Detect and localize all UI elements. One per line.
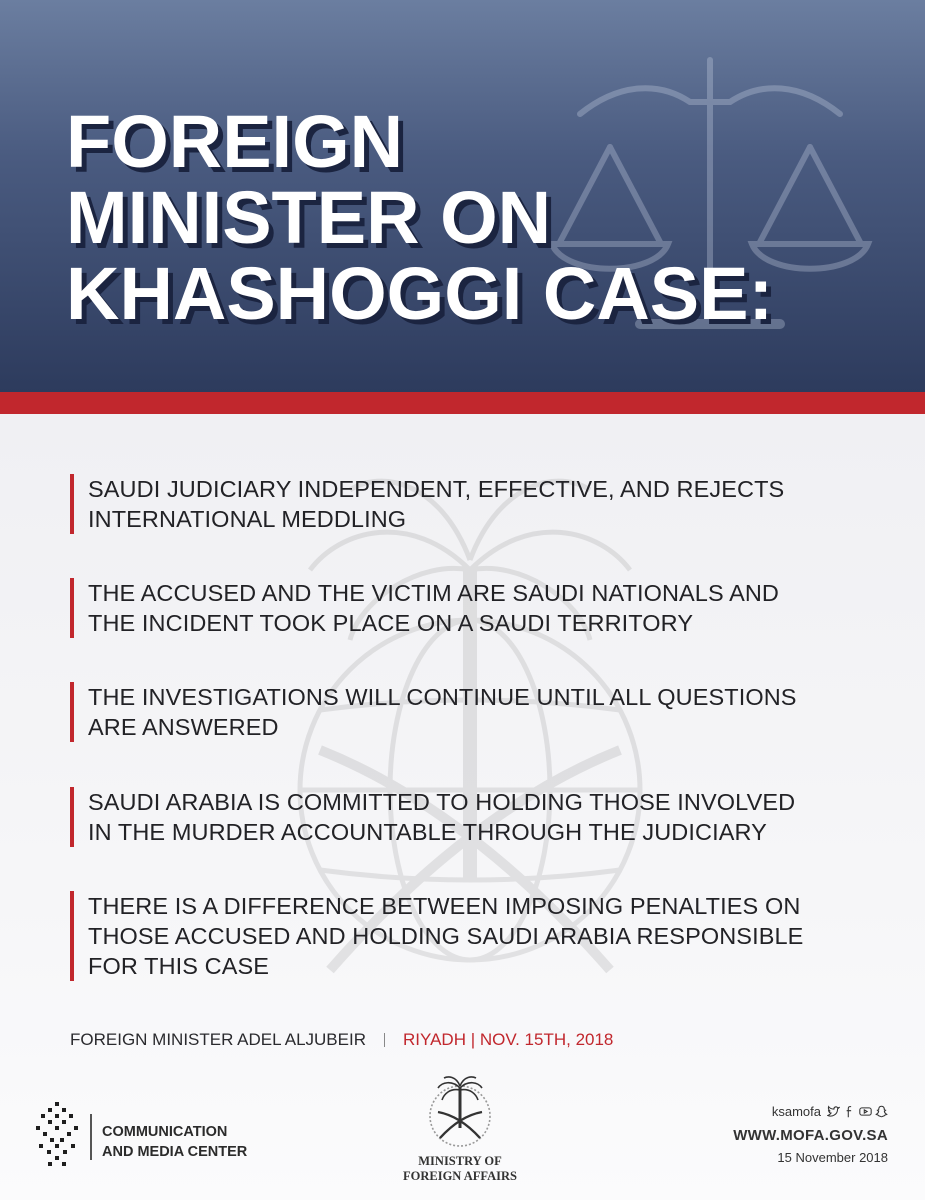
title-line: FOREIGN — [66, 100, 404, 183]
snapchat-icon[interactable] — [875, 1105, 888, 1118]
cmc-branding — [36, 1100, 296, 1170]
cmc-name-line: COMMUNICATION — [102, 1124, 228, 1140]
place-and-date: RIYADH | NOV. 15TH, 2018 — [403, 1030, 614, 1049]
key-point — [70, 891, 860, 981]
page-title — [66, 100, 826, 335]
byline — [70, 1030, 613, 1050]
title-line: KHASHOGGI CASE: — [66, 252, 774, 335]
key-point — [70, 474, 860, 534]
website-link[interactable]: WWW.MOFA.GOV.SA — [733, 1127, 888, 1144]
facebook-icon[interactable] — [843, 1105, 856, 1118]
key-point-text: THE INCIDENT TOOK PLACE ON A SAUDI TERRITORY — [88, 610, 694, 636]
speaker-name: FOREIGN MINISTER ADEL ALJUBEIR — [70, 1030, 366, 1049]
mofa-branding — [400, 1072, 520, 1192]
key-point-text: INTERNATIONAL MEDDLING — [88, 506, 407, 532]
palm-and-swords-emblem-icon — [420, 1072, 500, 1152]
key-point-text: IN THE MURDER ACCOUNTABLE THROUGH THE JUDICIARY — [88, 819, 767, 845]
contact-info — [668, 1104, 888, 1165]
key-point-text: SAUDI JUDICIARY INDEPENDENT, EFFECTIVE, AND REJECTS — [88, 476, 785, 502]
cmc-logo-icon — [36, 1100, 80, 1170]
twitter-icon[interactable] — [827, 1105, 840, 1118]
key-point-text: THE INVESTIGATIONS WILL CONTINUE UNTIL ALL QUESTIONS — [88, 684, 797, 710]
red-divider-band — [0, 392, 925, 414]
youtube-icon[interactable] — [859, 1105, 872, 1118]
key-point-text: THOSE ACCUSED AND HOLDING SAUDI ARABIA RESPONSIBLE — [88, 923, 804, 949]
social-handle: ksamofa — [771, 1104, 821, 1119]
key-point — [70, 787, 860, 847]
key-point-text: SAUDI ARABIA IS COMMITTED TO HOLDING THOSE INVOLVED — [88, 789, 796, 815]
cmc-name — [102, 1122, 247, 1162]
key-point — [70, 682, 860, 742]
title-line: MINISTER ON — [66, 176, 552, 259]
key-point-text: FOR THIS CASE — [88, 953, 270, 979]
key-point-text: ARE ANSWERED — [88, 714, 279, 740]
vertical-divider — [90, 1114, 92, 1160]
mofa-name — [400, 1154, 520, 1184]
mofa-name-line: FOREIGN AFFAIRS — [402, 1169, 517, 1183]
header-banner — [0, 0, 925, 392]
social-row — [668, 1104, 888, 1119]
key-point-text: THERE IS A DIFFERENCE BETWEEN IMPOSING PENALTIES ON — [88, 893, 801, 919]
cmc-name-line: AND MEDIA CENTER — [102, 1144, 248, 1160]
key-point — [70, 578, 860, 638]
key-point-text: THE ACCUSED AND THE VICTIM ARE SAUDI NATIONALS AND — [88, 580, 779, 606]
social-icons — [827, 1105, 888, 1118]
mofa-name-line: MINISTRY OF — [418, 1154, 502, 1168]
publish-date: 15 November 2018 — [777, 1150, 888, 1165]
byline-separator — [384, 1033, 385, 1047]
